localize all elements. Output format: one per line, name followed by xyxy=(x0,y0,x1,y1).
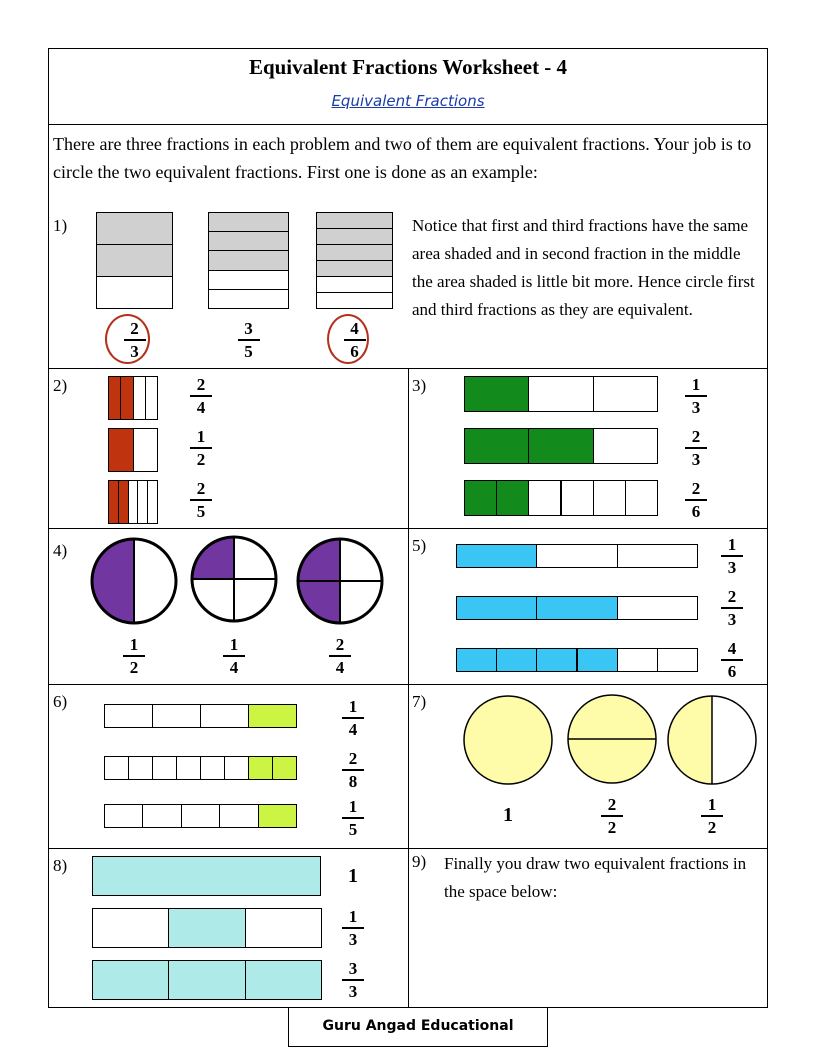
unshaded-part xyxy=(104,704,153,728)
fraction-bar xyxy=(329,655,351,657)
fraction-bar xyxy=(124,339,146,341)
denominator: 6 xyxy=(350,342,359,361)
instructions: There are three fractions in each problem and two of them are equivalent fractions. Your job is to circle the two equivalent fractions. First one is done as an example: xyxy=(53,134,752,182)
numerator: 1 xyxy=(196,427,206,446)
fraction-bar xyxy=(685,499,707,501)
fraction-circle xyxy=(189,534,279,624)
unshaded-part xyxy=(617,648,658,672)
divider xyxy=(408,368,409,1008)
fraction-bar xyxy=(190,395,212,397)
unshaded-part xyxy=(219,804,258,828)
problem-9-label: 9) xyxy=(412,852,427,871)
unshaded-part xyxy=(316,292,393,309)
fraction-label xyxy=(717,588,747,628)
fraction-bar xyxy=(342,769,364,771)
numerator: 1 xyxy=(348,697,358,716)
fraction-circle xyxy=(461,693,555,787)
problem-8-label: 8) xyxy=(53,856,68,875)
shaded-part xyxy=(496,480,529,516)
denominator: 8 xyxy=(348,772,358,791)
problem-2-label: 2) xyxy=(53,376,68,395)
shaded-part xyxy=(208,212,289,232)
shaded-part xyxy=(245,960,322,1000)
numerator: 1 xyxy=(129,635,139,654)
shaded-part xyxy=(536,648,577,672)
shaded-part xyxy=(456,544,537,568)
problem-1-label: 1) xyxy=(53,216,68,235)
unshaded-part xyxy=(152,756,177,780)
numerator: 2 xyxy=(607,795,617,814)
fraction-bar xyxy=(701,815,723,817)
unshaded-part xyxy=(133,376,146,420)
denominator: 4 xyxy=(229,658,239,677)
fraction-bar xyxy=(685,395,707,397)
problem-5-label: 5) xyxy=(412,536,427,555)
fraction-label xyxy=(119,636,149,676)
unshaded-part xyxy=(133,428,159,472)
unshaded-part xyxy=(561,480,594,516)
numerator: 2 xyxy=(691,479,701,498)
footer-credit: Guru Angad Educational xyxy=(288,1007,548,1047)
fraction-bar xyxy=(123,655,145,657)
shaded-part xyxy=(528,428,593,464)
unshaded-part xyxy=(593,480,626,516)
fraction-whole: 1 xyxy=(348,865,358,887)
unshaded-part xyxy=(617,544,698,568)
unshaded-part xyxy=(145,376,158,420)
unshaded-part xyxy=(593,428,658,464)
numerator: 2 xyxy=(196,479,206,498)
unshaded-part xyxy=(657,648,698,672)
numerator: 2 xyxy=(348,749,358,768)
numerator: 2 xyxy=(130,319,139,338)
shaded-part xyxy=(108,376,121,420)
fraction-label xyxy=(681,428,711,468)
problem-3-label: 3) xyxy=(412,376,427,395)
fraction-label xyxy=(338,908,368,948)
problem-9-text: Finally you draw two equivalent fractions in the space below: xyxy=(444,854,747,901)
fraction-circle xyxy=(665,693,759,787)
shaded-part xyxy=(248,756,273,780)
fraction-whole: 1 xyxy=(503,804,513,826)
denominator: 3 xyxy=(348,930,358,949)
fraction-bar xyxy=(342,979,364,981)
shaded-part xyxy=(92,539,134,623)
shaded-part xyxy=(577,648,618,672)
fraction-label xyxy=(338,960,368,1000)
unshaded-part xyxy=(316,276,393,293)
fraction-bar xyxy=(685,447,707,449)
problem-6-label: 6) xyxy=(53,692,68,711)
shaded-part xyxy=(464,480,497,516)
fraction-bar xyxy=(342,927,364,929)
unshaded-part xyxy=(200,756,225,780)
denominator: 3 xyxy=(691,450,701,469)
problem-4-label: 4) xyxy=(53,541,68,560)
unshaded-part xyxy=(536,544,617,568)
numerator: 4 xyxy=(350,319,359,338)
fraction-label xyxy=(338,698,368,738)
numerator: 2 xyxy=(691,427,701,446)
fraction-bar xyxy=(721,659,743,661)
shaded-part xyxy=(668,696,712,784)
shaded-part xyxy=(316,212,393,229)
shaded-part xyxy=(168,960,245,1000)
fraction-bar xyxy=(342,817,364,819)
numerator: 1 xyxy=(691,375,701,394)
shaded-part xyxy=(258,804,297,828)
problem-1-note: Notice that first and third fractions have the same area shaded and in second fraction in the middle the area shaded is little bit more. Hence circle first and third fractions as they are equivalent. xyxy=(412,216,755,319)
divider xyxy=(48,124,768,125)
numerator: 2 xyxy=(727,587,737,606)
numerator: 1 xyxy=(348,797,358,816)
numerator: 3 xyxy=(244,319,253,338)
denominator: 3 xyxy=(348,982,358,1001)
shaded-part xyxy=(496,648,537,672)
shaded-part xyxy=(464,376,529,412)
fraction-label xyxy=(340,320,370,360)
numerator: 4 xyxy=(727,639,737,658)
denominator: 3 xyxy=(727,610,737,629)
fraction-label xyxy=(681,376,711,416)
fraction-label xyxy=(234,320,264,360)
fraction-label xyxy=(597,796,627,836)
denominator: 2 xyxy=(129,658,139,677)
unshaded-part xyxy=(104,756,129,780)
shaded-part xyxy=(316,260,393,277)
denominator: 6 xyxy=(691,502,701,521)
shaded-part xyxy=(456,596,537,620)
fraction-label xyxy=(681,480,711,520)
unshaded-part xyxy=(181,804,220,828)
shaded-part xyxy=(108,428,134,472)
shaded-part xyxy=(168,908,245,948)
fraction-bar xyxy=(721,555,743,557)
unshaded-part xyxy=(245,908,322,948)
shaded-part xyxy=(92,856,321,896)
denominator: 4 xyxy=(196,398,206,417)
unshaded-part xyxy=(176,756,201,780)
shaded-part xyxy=(92,960,169,1000)
unshaded-part xyxy=(92,908,169,948)
unshaded-part xyxy=(528,376,593,412)
denominator: 6 xyxy=(727,662,737,681)
unshaded-part xyxy=(617,596,698,620)
numerator: 2 xyxy=(335,635,345,654)
denominator: 2 xyxy=(707,818,717,837)
numerator: 2 xyxy=(196,375,206,394)
fraction-label xyxy=(120,320,150,360)
problem-7-label: 7) xyxy=(412,692,427,711)
shaded-part xyxy=(96,212,173,245)
fraction-label xyxy=(219,636,249,676)
fraction-label xyxy=(325,636,355,676)
fraction-bar xyxy=(223,655,245,657)
unshaded-part xyxy=(128,756,153,780)
fraction-circle xyxy=(295,536,385,626)
unshaded-part xyxy=(625,480,658,516)
unshaded-part xyxy=(593,376,658,412)
numerator: 1 xyxy=(727,535,737,554)
fraction-circle xyxy=(89,536,179,626)
page-title: Equivalent Fractions Worksheet - 4 xyxy=(248,55,568,79)
fraction-label xyxy=(186,376,216,416)
fraction-label xyxy=(338,750,368,790)
numerator: 1 xyxy=(229,635,239,654)
numerator: 3 xyxy=(348,959,358,978)
fraction-bar xyxy=(344,339,366,341)
unshaded-part xyxy=(208,289,289,309)
shaded-part xyxy=(464,428,529,464)
unshaded-part xyxy=(224,756,249,780)
fraction-bar xyxy=(190,499,212,501)
denominator: 4 xyxy=(335,658,345,677)
denominator: 3 xyxy=(691,398,701,417)
drawing-area[interactable] xyxy=(412,910,764,1004)
shaded-part xyxy=(316,244,393,261)
unshaded-part xyxy=(200,704,249,728)
shaded-part xyxy=(536,596,617,620)
numerator: 1 xyxy=(348,907,358,926)
shaded-part xyxy=(248,704,297,728)
denominator: 5 xyxy=(196,502,206,521)
fraction-bar xyxy=(238,339,260,341)
fraction-bar xyxy=(601,815,623,817)
fraction-label xyxy=(717,536,747,576)
fraction-bar xyxy=(342,717,364,719)
title-link[interactable]: Equivalent Fractions xyxy=(331,92,485,110)
fraction-bar xyxy=(721,607,743,609)
fraction-label xyxy=(186,428,216,468)
fraction-circle xyxy=(565,692,659,786)
unshaded-part xyxy=(152,704,201,728)
denominator: 5 xyxy=(244,342,253,361)
denominator: 2 xyxy=(607,818,617,837)
fraction-label xyxy=(717,640,747,680)
shaded-part xyxy=(208,250,289,270)
shaded-part xyxy=(456,648,497,672)
unshaded-part xyxy=(142,804,181,828)
unshaded-part xyxy=(528,480,561,516)
denominator: 3 xyxy=(130,342,139,361)
denominator: 2 xyxy=(196,450,206,469)
unshaded-part xyxy=(104,804,143,828)
denominator: 3 xyxy=(727,558,737,577)
unshaded-part xyxy=(208,270,289,290)
fraction-label xyxy=(186,480,216,520)
shaded-part xyxy=(316,228,393,245)
fraction-bar xyxy=(190,447,212,449)
shaded-part xyxy=(272,756,297,780)
fraction-label xyxy=(338,798,368,838)
unshaded-part xyxy=(96,276,173,309)
unshaded-part xyxy=(147,480,158,524)
shaded-part xyxy=(96,244,173,277)
denominator: 4 xyxy=(348,720,358,739)
shaded-part xyxy=(120,376,133,420)
numerator: 1 xyxy=(707,795,717,814)
fraction-label xyxy=(697,796,727,836)
denominator: 5 xyxy=(348,820,358,839)
shaded-part xyxy=(208,231,289,251)
